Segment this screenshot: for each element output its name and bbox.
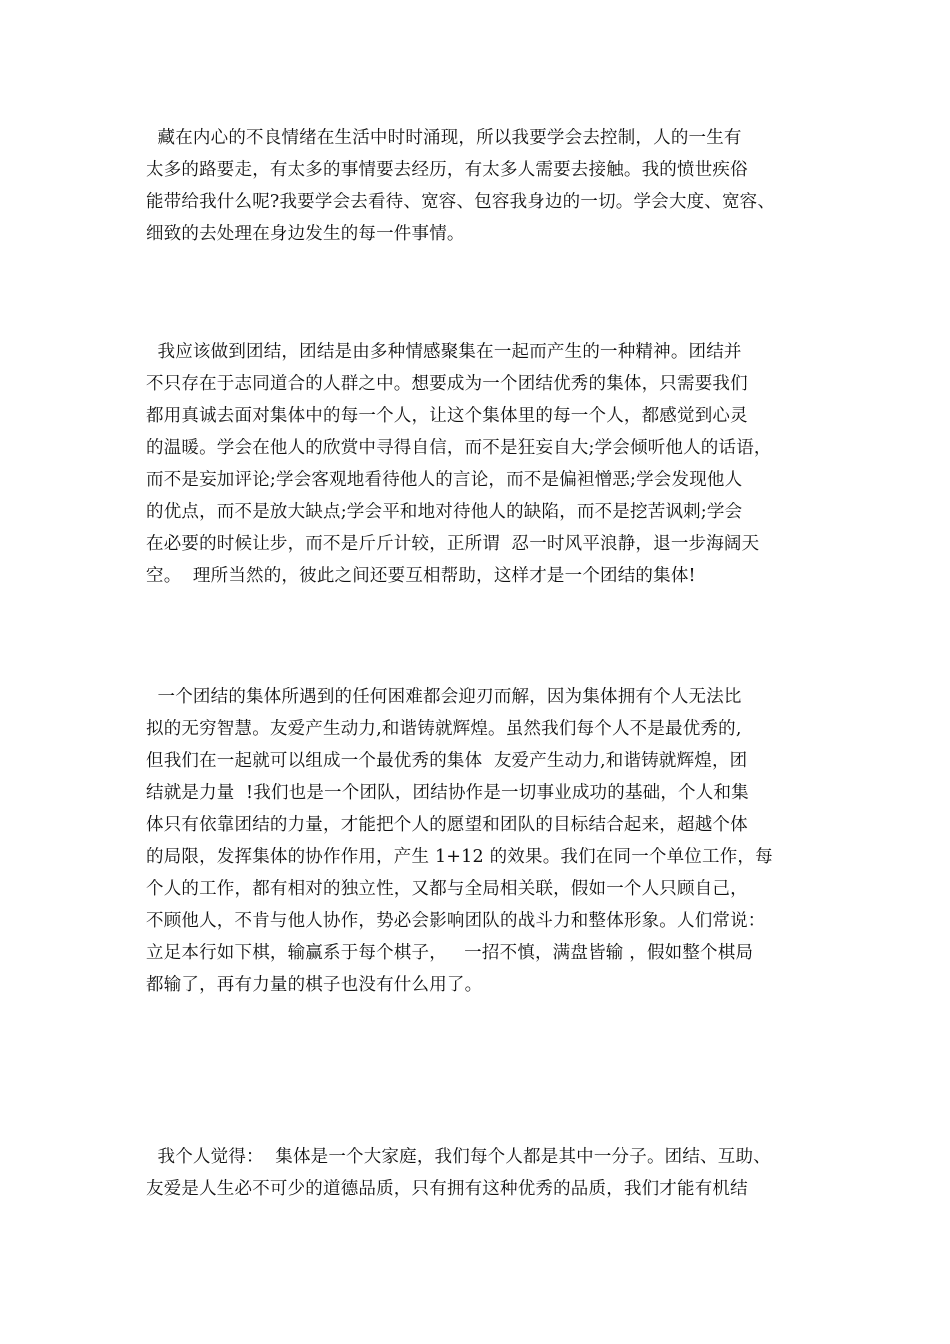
text-line: 的温暖。学会在他人的欣赏中寻得自信，而不是狂妄自大;学会倾听他人的话语， [146,438,772,458]
text-line: 藏在内心的不良情绪在生活中时时涌现，所以我要学会去控制，人的一生有 [146,128,742,148]
text-line: 我个人觉得： 集体是一个大家庭，我们每个人都是其中一分子。团结、互助、 [146,1147,771,1167]
text-line: 太多的路要走，有太多的事情要去经历，有太多人需要去接触。我的愤世疾俗 [146,160,748,180]
text-line: 拟的无穷智慧。友爱产生动力,和谐铸就辉煌。虽然我们每个人不是最优秀的, [146,719,742,739]
text-line: 都输了，再有力量的棋子也没有什么用了。 [146,975,483,995]
text-line: 不只存在于志同道合的人群之中。想要成为一个团结优秀的集体，只需要我们 [146,374,748,394]
paragraph-teamwork [146,681,826,1001]
text-line: 立足本行如下棋，输赢系于每个棋子， 一招不慎，满盘皆输 ，假如整个棋局 [146,943,754,963]
text-line: 结就是力量 !我们也是一个团队，团结协作是一切事业成功的基础，个人和集 [146,783,749,803]
text-line: 我应该做到团结，团结是由多种情感聚集在一起而产生的一种精神。团结并 [146,342,742,362]
text-line: 都用真诚去面对集体中的每一个人，让这个集体里的每一个人，都感觉到心灵 [146,406,748,426]
text-line: 的优点，而不是放大缺点;学会平和地对待他人的缺陷，而不是挖苦讽刺;学会 [146,502,743,522]
text-line: 不顾他人，不肯与他人协作，势必会影响团队的战斗力和整体形象。人们常说： [146,911,766,931]
text-line: 但我们在一起就可以组成一个最优秀的集体 友爱产生动力,和谐铸就辉煌，团 [146,751,748,771]
text-line: 个人的工作，都有相对的独立性，又都与全局相关联，假如一个人只顾自己， [146,879,748,899]
text-line: 空。 理所当然的，彼此之间还要互相帮助，这样才是一个团结的集体! [146,566,696,586]
paragraph-unity [146,336,826,592]
text-line: 在必要的时候让步，而不是斤斤计较，正所谓 忍一时风平浪静，退一步海阔天 [146,534,760,554]
text-line: 友爱是人生必不可少的道德品质，只有拥有这种优秀的品质，我们才能有机结 [146,1179,748,1199]
text-line: 体只有依靠团结的力量，才能把个人的愿望和团队的目标结合起来，超越个体 [146,815,748,835]
text-line: 能带给我什么呢?我要学会去看待、宽容、包容我身边的一切。学会大度、宽容、 [146,192,776,212]
text-line: 而不是妄加评论;学会客观地看待他人的言论，而不是偏袒憎恶;学会发现他人 [146,470,743,490]
text-line: 细致的去处理在身边发生的每一件事情。 [146,224,465,244]
text-line: 一个团结的集体所遇到的任何困难都会迎刃而解，因为集体拥有个人无法比 [146,687,742,707]
paragraph-collective-family [146,1141,826,1205]
text-line: 的局限，发挥集体的协作作用，产生 1+12 的效果。我们在同一个单位工作，每 [146,847,773,867]
paragraph-emotion-control [146,122,826,250]
